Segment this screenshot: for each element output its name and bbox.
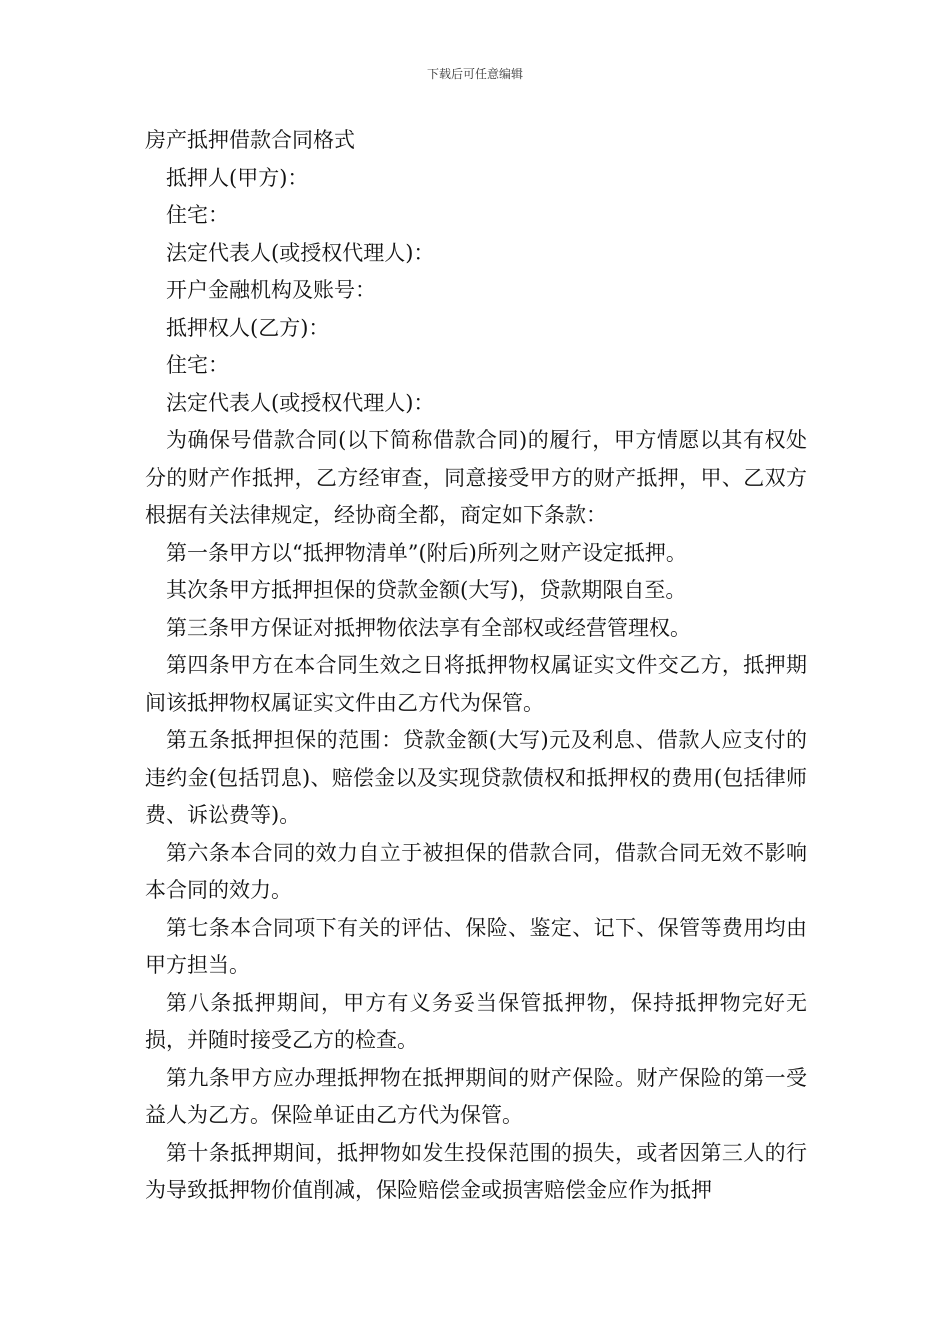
- document-body: [145, 122, 807, 1210]
- paragraph: 其次条甲方抵押担保的贷款金额(大写)，贷款期限自至。: [166, 578, 687, 602]
- paragraph: 第六条本合同的效力自立于被担保的借款合同，借款合同无效不影响本合同的效力。: [145, 840, 807, 902]
- paragraph: 法定代表人(或授权代理人)：: [166, 390, 435, 415]
- paragraph: 第五条抵押担保的范围：贷款金额(大写)元及利息、借款人应支付的违约金(包括罚息)、赔偿金以及实现贷款债权和抵押权的费用(包括律师费、诉讼费等)。: [145, 728, 807, 827]
- paragraph: 第三条甲方保证对抵押物依法享有全部权或经营管理权。: [166, 615, 691, 640]
- paragraph: 抵押人(甲方)：: [166, 165, 309, 190]
- paragraph: 第七条本合同项下有关的评估、保险、鉴定、记下、保管等费用均由甲方担当。: [145, 915, 807, 977]
- paragraph: 法定代表人(或授权代理人)：: [166, 240, 435, 265]
- document-title: 房产抵押借款合同格式: [145, 128, 355, 152]
- paragraph: 第一条甲方以“抵押物清单”(附后)所列之财产设定抵押。: [166, 540, 687, 565]
- paragraph: 第四条甲方在本合同生效之日将抵押物权属证实文件交乙方，抵押期间该抵押物权属证实文件由乙方代为保管。: [145, 653, 807, 715]
- paragraph: 为确保号借款合同(以下简称借款合同)的履行，甲方情愿以其有权处分的财产作抵押，乙方经审查，同意接受甲方的财产抵押，甲、乙双方根据有关法律规定，经协商全都，商定如下条款：: [145, 428, 807, 527]
- paragraph: 第十条抵押期间，抵押物如发生投保范围的损失，或者因第三人的行为导致抵押物价值削减，保险赔偿金或损害赔偿金应作为抵押: [145, 1140, 807, 1202]
- paragraph: 第九条甲方应办理抵押物在抵押期间的财产保险。财产保险的第一受益人为乙方。保险单证由乙方代为保管。: [145, 1065, 807, 1127]
- paragraph: 住宅：: [166, 203, 229, 227]
- paragraph: 抵押权人(乙方)：: [166, 315, 330, 340]
- page-header: 下载后可任意编辑: [426, 67, 523, 81]
- paragraph: 住宅：: [166, 353, 229, 377]
- paragraph: 开户金融机构及账号：: [166, 278, 376, 302]
- paragraph: 第八条抵押期间，甲方有义务妥当保管抵押物，保持抵押物完好无损，并随时接受乙方的检查。: [145, 990, 807, 1052]
